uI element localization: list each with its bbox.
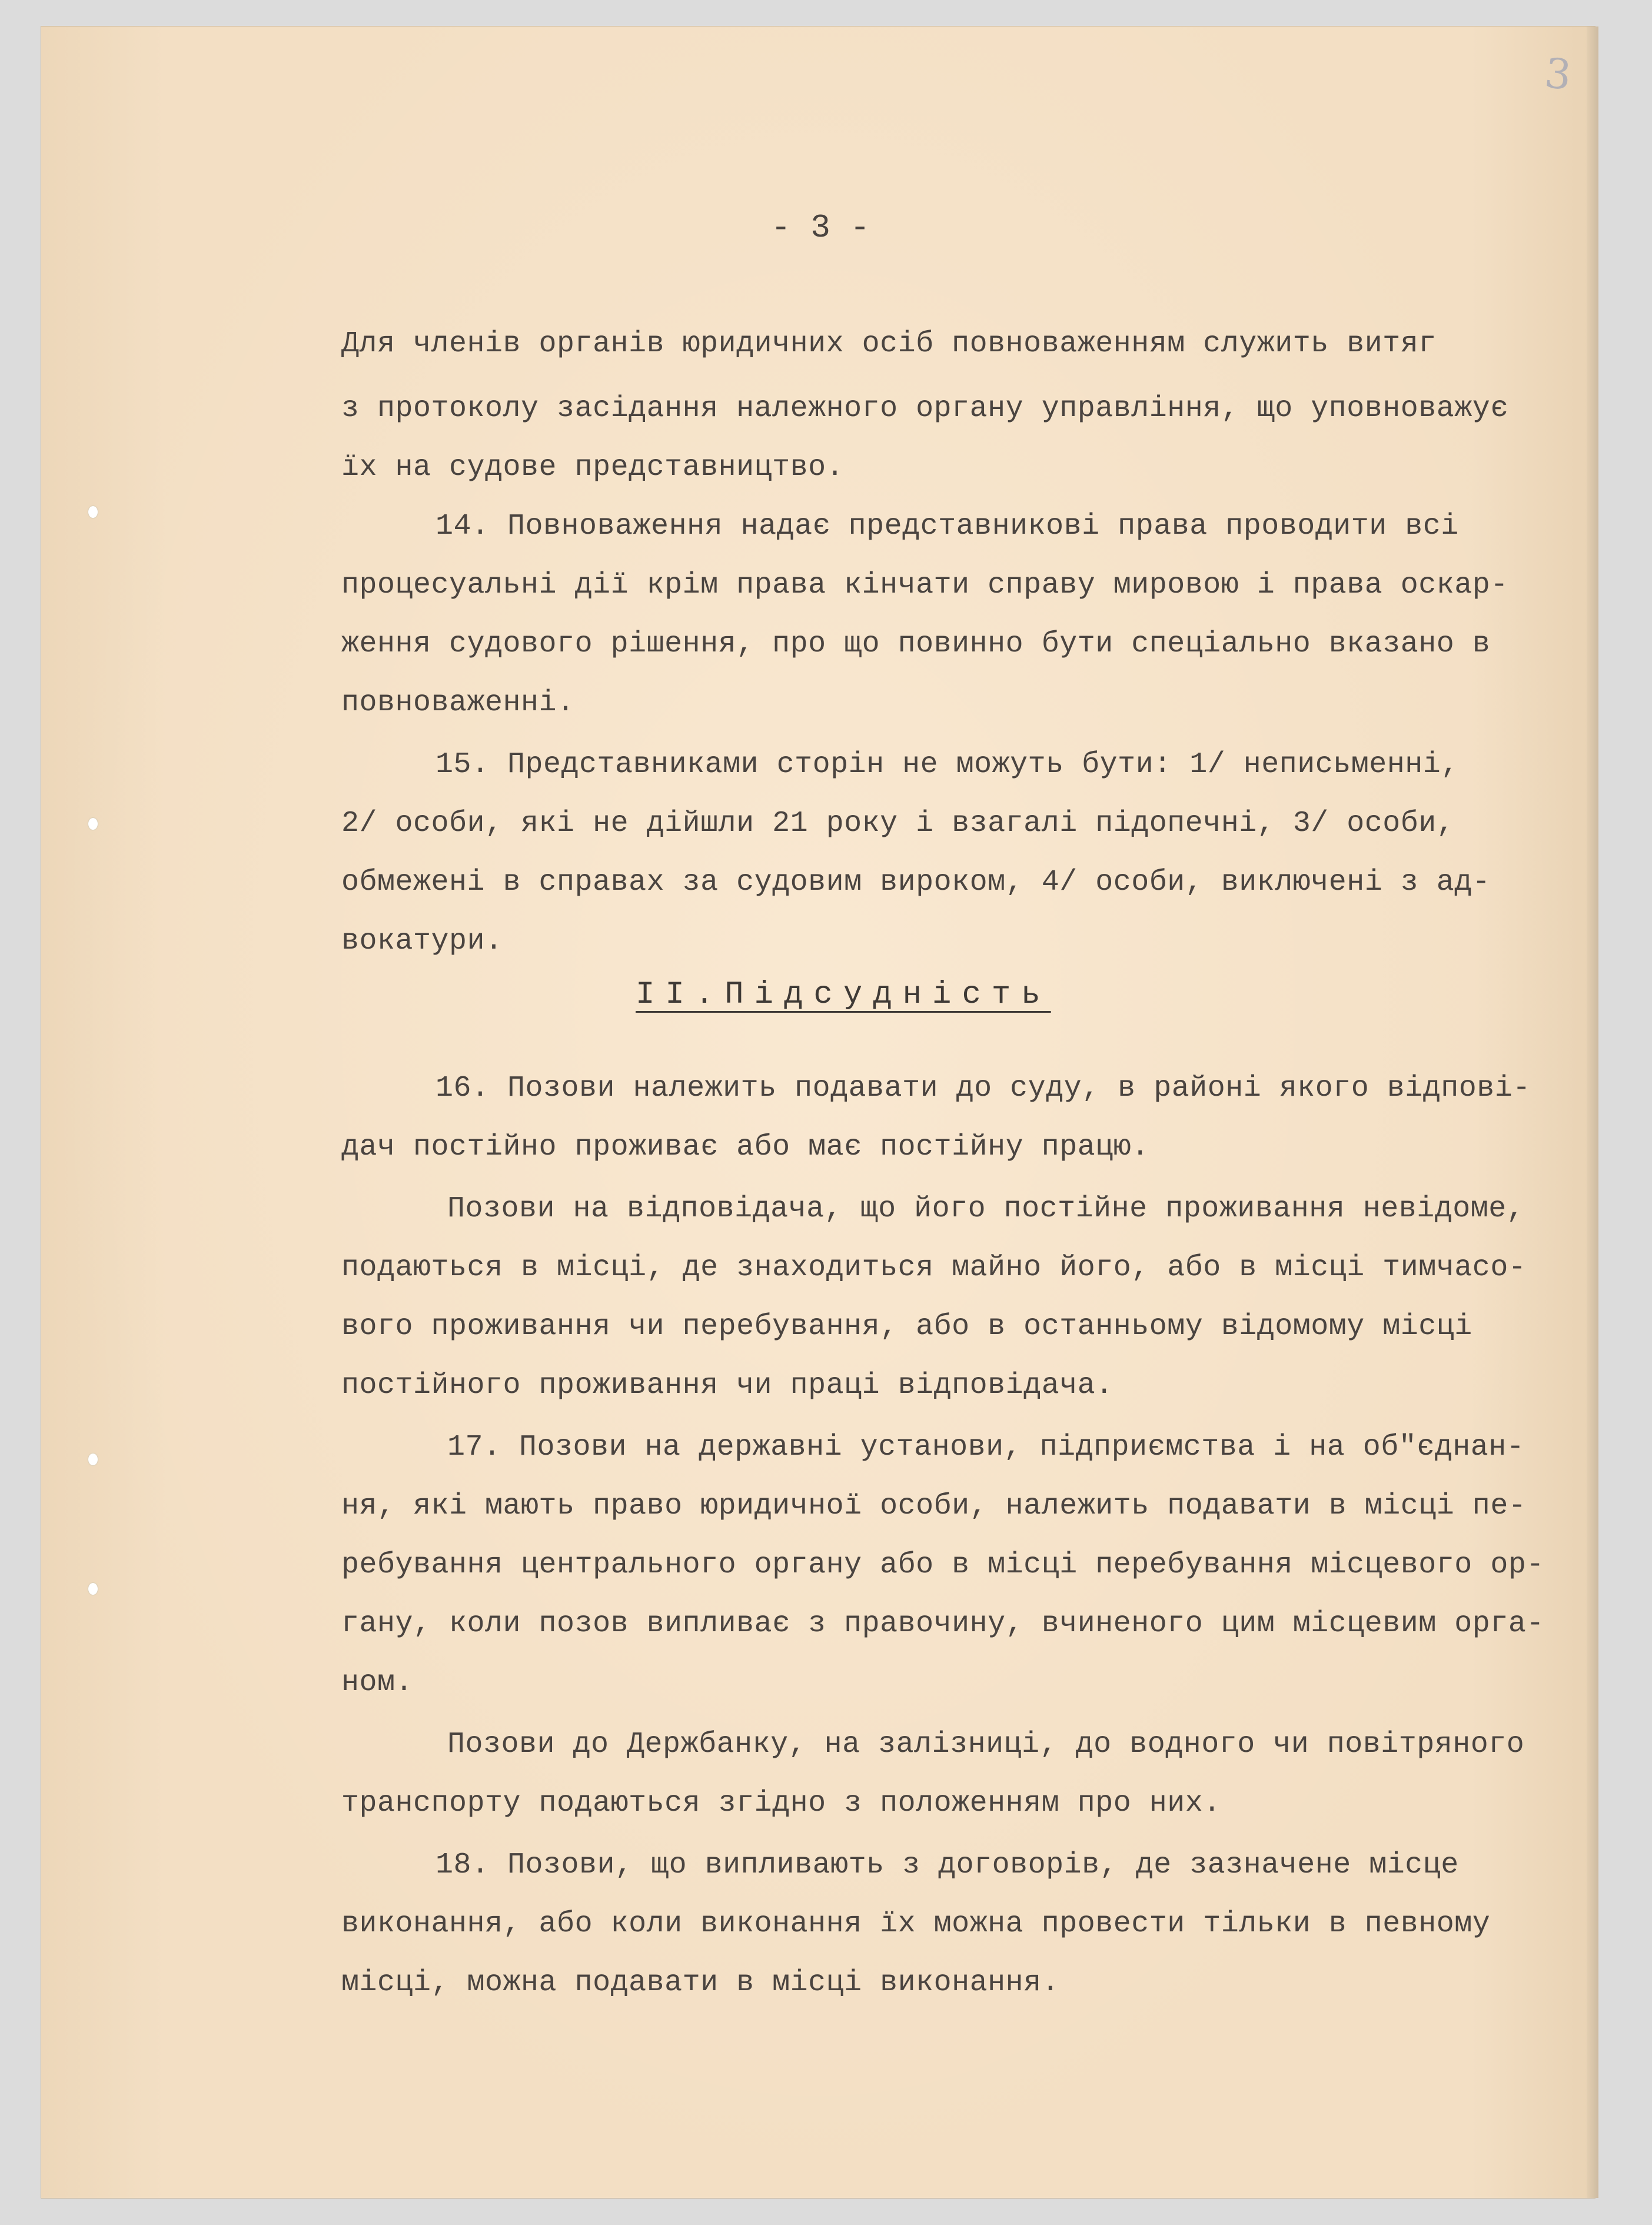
section-heading: II.Підсудність	[636, 977, 1051, 1013]
text-line: процесуальні дії крім права кінчати справу мировою і права оскар-	[341, 568, 1508, 602]
text-line: з протоколу засідання належного органу управління, що уповноважує	[341, 392, 1508, 425]
punch-hole	[88, 1454, 98, 1465]
text-line: гану, коли позов випливає з правочину, вчиненого цим місцевим орга-	[341, 1607, 1544, 1641]
text-line: Для членів органів юридичних осіб повноваженням служить витяг	[341, 327, 1437, 361]
text-line: обмежені в справах за судовим вироком, 4/ особи, виключені з ад-	[341, 866, 1491, 899]
page-number: - 3 -	[771, 209, 870, 247]
text-line: 15. Представниками сторін не можуть бути: 1/ неписьменні,	[436, 748, 1459, 781]
text-line: повноваженні.	[341, 686, 575, 720]
punch-hole	[88, 818, 98, 830]
text-line: дач постійно проживає або має постійну працю.	[341, 1130, 1149, 1164]
text-line: виконання, або коли виконання їх можна провести тільки в певному	[341, 1907, 1491, 1941]
text-line: 18. Позови, що випливають з договорів, де зазначене місце	[436, 1848, 1459, 1882]
text-line: Позови на відповідача, що його постійне проживання невідоме,	[447, 1192, 1525, 1226]
text-line: 16. Позови належить подавати до суду, в районі якого відпові-	[436, 1072, 1531, 1105]
text-line: 14. Повноваження надає представникові права проводити всі	[436, 510, 1459, 543]
text-line: 17. Позови на державні установи, підприємства і на об"єднан-	[447, 1431, 1525, 1464]
text-line: ном.	[341, 1666, 414, 1699]
text-line: їх на судове представництво.	[341, 451, 845, 484]
text-line: вого проживання чи перебування, або в останньому відомому місці	[341, 1310, 1472, 1343]
punch-hole	[88, 1583, 98, 1595]
text-line: ження судового рішення, про що повинно бути спеціально вказано в	[341, 627, 1491, 661]
punch-hole	[88, 506, 98, 518]
text-line: 2/ особи, які не дійшли 21 року і взагалі підопечні, 3/ особи,	[341, 807, 1455, 840]
text-line: місці, можна подавати в місці виконання.	[341, 1966, 1060, 2000]
text-line: подаються в місці, де знаходиться майно його, або в місці тимчасо-	[341, 1251, 1527, 1285]
archive-page-mark: 3	[1543, 48, 1574, 100]
text-line: ня, які мають право юридичної особи, належить подавати в місці пе-	[341, 1489, 1527, 1523]
text-line: транспорту подаються згідно з положенням про них.	[341, 1787, 1221, 1820]
text-line: вокатури.	[341, 924, 503, 958]
text-line: Позови до Держбанку, на залізниці, до водного чи повітряного	[447, 1728, 1525, 1761]
page-edge	[1587, 26, 1598, 2198]
text-line: постійного проживання чи праці відповідача.	[341, 1369, 1113, 1402]
text-line: ребування центрального органу або в місці перебування місцевого ор-	[341, 1548, 1544, 1582]
